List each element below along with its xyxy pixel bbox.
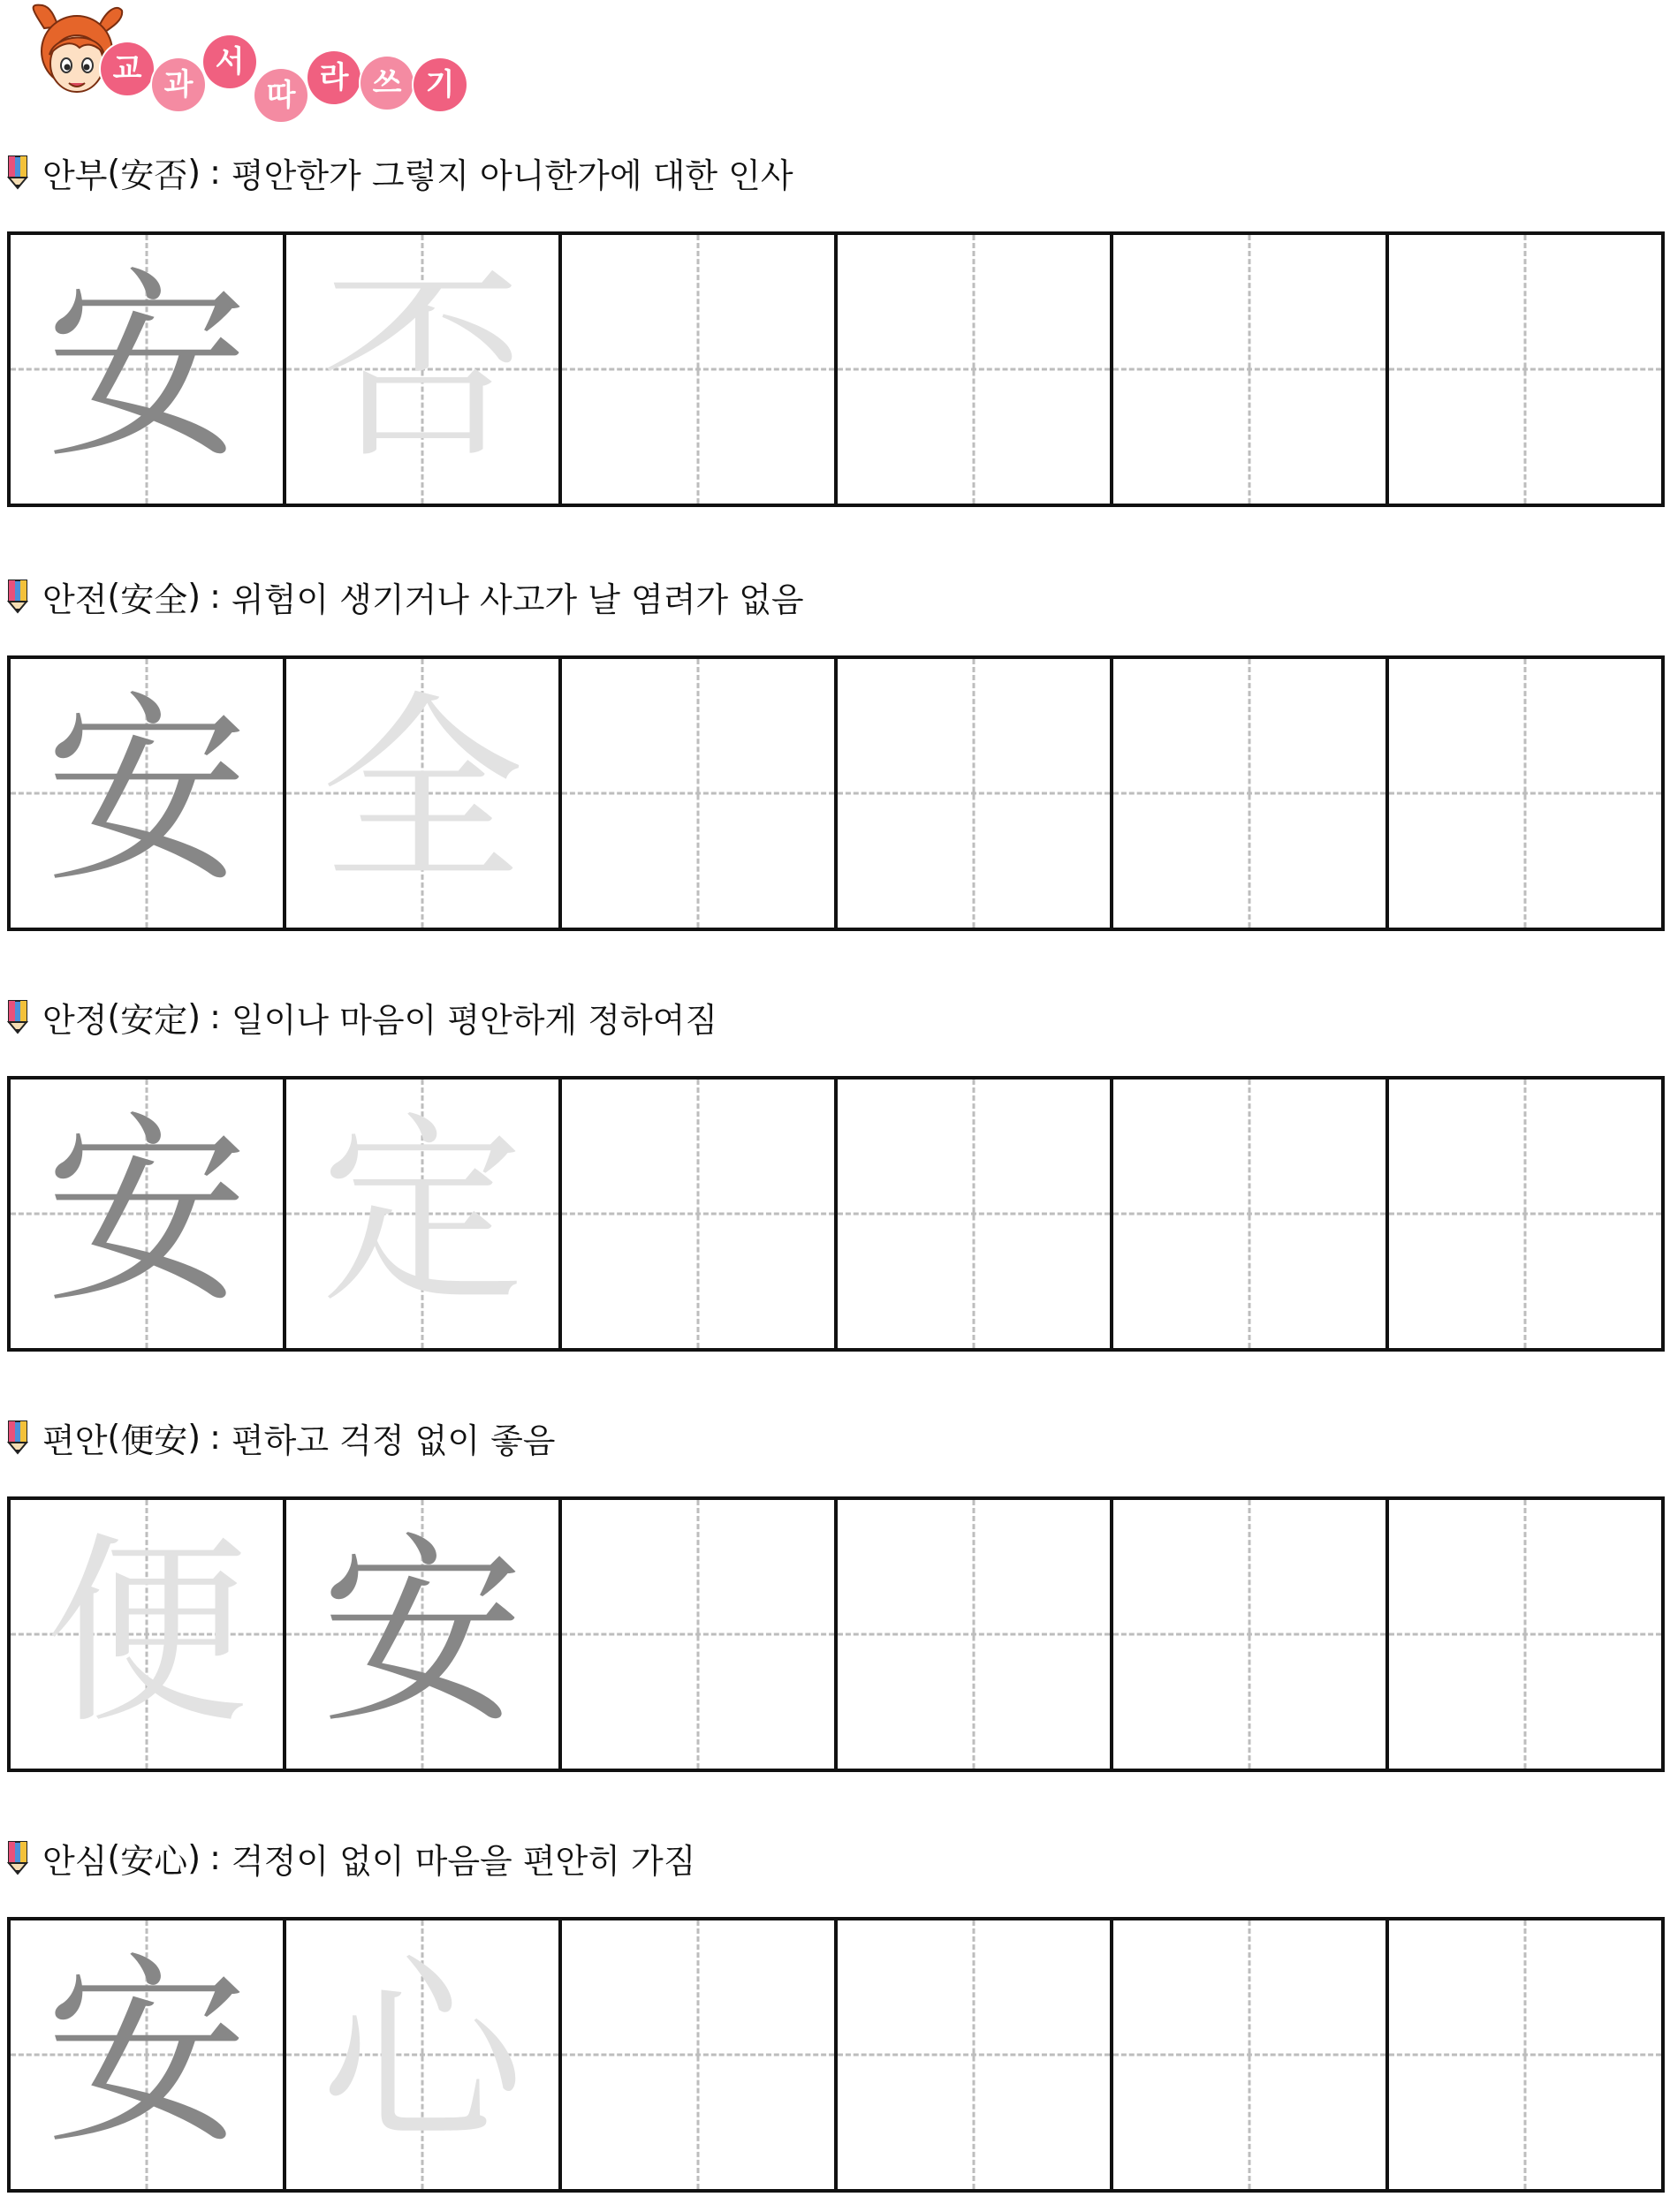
writing-grid: [7, 655, 1665, 931]
horizontal-guide-line: [1389, 792, 1661, 795]
entry-hanja-paren-close: ): [187, 153, 201, 192]
horizontal-guide-line: [838, 2054, 1110, 2057]
entry-hanja-paren-open: (: [107, 997, 121, 1036]
trace-character: 安: [44, 1095, 248, 1331]
horizontal-guide-line: [1113, 1633, 1385, 1636]
horizontal-guide-line: [1389, 2054, 1661, 2057]
practice-cell[interactable]: [838, 1500, 1113, 1769]
entry-separator: :: [209, 997, 221, 1036]
entry-hanja-paren-close: ): [187, 1838, 201, 1877]
horizontal-guide-line: [1389, 1213, 1661, 1216]
title-char-3: 서: [203, 35, 256, 88]
horizontal-guide-line: [1389, 1633, 1661, 1636]
entry-word: 편안: [42, 1420, 108, 1460]
practice-cell[interactable]: [1113, 1920, 1389, 2189]
entry-definition: 평안한가 그렇지 아니한가에 대한 인사: [231, 155, 793, 195]
horizontal-guide-line: [562, 792, 834, 795]
trace-character: 安: [44, 675, 248, 911]
entry-title: [7, 1836, 695, 1880]
practice-cell[interactable]: [562, 235, 838, 504]
trace-character: 否: [320, 251, 524, 487]
entry-hanja-paren-close: ): [187, 997, 201, 1036]
writing-grid: [7, 1076, 1665, 1352]
entry-separator: :: [209, 1418, 221, 1457]
trace-character: 安: [320, 1516, 524, 1752]
entry-definition: 일이나 마음이 평안하게 정하여짐: [231, 1000, 718, 1040]
trace-character: 便: [44, 1516, 248, 1752]
horizontal-guide-line: [1389, 368, 1661, 371]
horizontal-guide-line: [1113, 1213, 1385, 1216]
practice-cell[interactable]: [562, 1500, 838, 1769]
practice-cell[interactable]: [1389, 1500, 1665, 1769]
trace-cell: [11, 1500, 286, 1769]
entry-word: 안정: [42, 1000, 108, 1040]
entry-hanja-paren-close: ): [187, 577, 201, 616]
pencil-icon: [7, 999, 28, 1034]
trace-cell: [286, 1920, 562, 2189]
title-char-1: 교: [101, 42, 154, 95]
practice-cell[interactable]: [1389, 659, 1665, 928]
practice-cell[interactable]: [562, 1079, 838, 1348]
pencil-icon: [7, 579, 28, 614]
pencil-icon: [7, 1840, 28, 1875]
practice-cell[interactable]: [1113, 1079, 1389, 1348]
practice-cell[interactable]: [1389, 235, 1665, 504]
entry-hanja: 便安: [120, 1420, 188, 1460]
writing-grid: [7, 1917, 1665, 2193]
pencil-icon: [7, 1420, 28, 1455]
practice-cell[interactable]: [562, 659, 838, 928]
horizontal-guide-line: [562, 1213, 834, 1216]
trace-character: 安: [44, 1936, 248, 2172]
trace-character: 定: [320, 1095, 524, 1331]
title-char-2: 과: [152, 58, 205, 111]
entry-hanja-paren-open: (: [107, 1418, 121, 1457]
horizontal-guide-line: [838, 1213, 1110, 1216]
entry-definition: 위험이 생기거나 사고가 날 염려가 없음: [231, 580, 804, 619]
practice-cell[interactable]: [1113, 1500, 1389, 1769]
practice-cell[interactable]: [562, 1920, 838, 2189]
writing-grid: [7, 231, 1665, 507]
entry-hanja: 安否: [120, 155, 188, 195]
entry-word: 안부: [42, 155, 108, 195]
entry-hanja-paren-open: (: [107, 577, 121, 616]
entry-hanja-paren-open: (: [107, 1838, 121, 1877]
entry-hanja-paren-open: (: [107, 153, 121, 192]
practice-cell[interactable]: [838, 235, 1113, 504]
title-char-5: 라: [307, 51, 361, 104]
entry-title: [7, 574, 804, 618]
horizontal-guide-line: [1113, 792, 1385, 795]
trace-cell: [286, 1079, 562, 1348]
entry-hanja-paren-close: ): [187, 1418, 201, 1457]
trace-cell: [11, 235, 286, 504]
horizontal-guide-line: [838, 1633, 1110, 1636]
entry-separator: :: [209, 577, 221, 616]
entry-hanja: 安心: [120, 1841, 188, 1881]
trace-cell: [11, 659, 286, 928]
practice-cell[interactable]: [1389, 1079, 1665, 1348]
horizontal-guide-line: [1113, 368, 1385, 371]
trace-character: 安: [44, 251, 248, 487]
trace-cell: [286, 659, 562, 928]
entry-definition: 편하고 걱정 없이 좋음: [231, 1420, 556, 1460]
worksheet-header: [28, 0, 488, 124]
title-char-4: 따: [254, 69, 307, 122]
horizontal-guide-line: [1113, 2054, 1385, 2057]
entry-hanja: 安全: [120, 580, 188, 619]
entry-separator: :: [209, 1838, 221, 1877]
practice-cell[interactable]: [1113, 659, 1389, 928]
practice-cell[interactable]: [838, 1920, 1113, 2189]
horizontal-guide-line: [838, 368, 1110, 371]
trace-cell: [286, 1500, 562, 1769]
entry-title: [7, 995, 717, 1039]
practice-cell[interactable]: [838, 1079, 1113, 1348]
entry-title: [7, 1415, 556, 1459]
pencil-icon: [7, 155, 28, 190]
horizontal-guide-line: [838, 792, 1110, 795]
trace-character: 全: [320, 675, 524, 911]
trace-cell: [11, 1079, 286, 1348]
practice-cell[interactable]: [1113, 235, 1389, 504]
entry-word: 안전: [42, 580, 108, 619]
title-char-7: 기: [414, 58, 467, 111]
trace-cell: [286, 235, 562, 504]
entry-definition: 걱정이 없이 마음을 편안히 가짐: [231, 1841, 696, 1881]
horizontal-guide-line: [562, 2054, 834, 2057]
entry-hanja: 安定: [120, 1000, 188, 1040]
horizontal-guide-line: [562, 1633, 834, 1636]
horizontal-guide-line: [562, 368, 834, 371]
practice-cell[interactable]: [838, 659, 1113, 928]
entry-separator: :: [209, 153, 221, 192]
entry-word: 안심: [42, 1841, 108, 1881]
entry-title: [7, 150, 793, 194]
writing-grid: [7, 1496, 1665, 1772]
title-char-6: 쓰: [361, 57, 414, 110]
practice-cell[interactable]: [1389, 1920, 1665, 2189]
trace-cell: [11, 1920, 286, 2189]
trace-character: 心: [320, 1936, 524, 2172]
